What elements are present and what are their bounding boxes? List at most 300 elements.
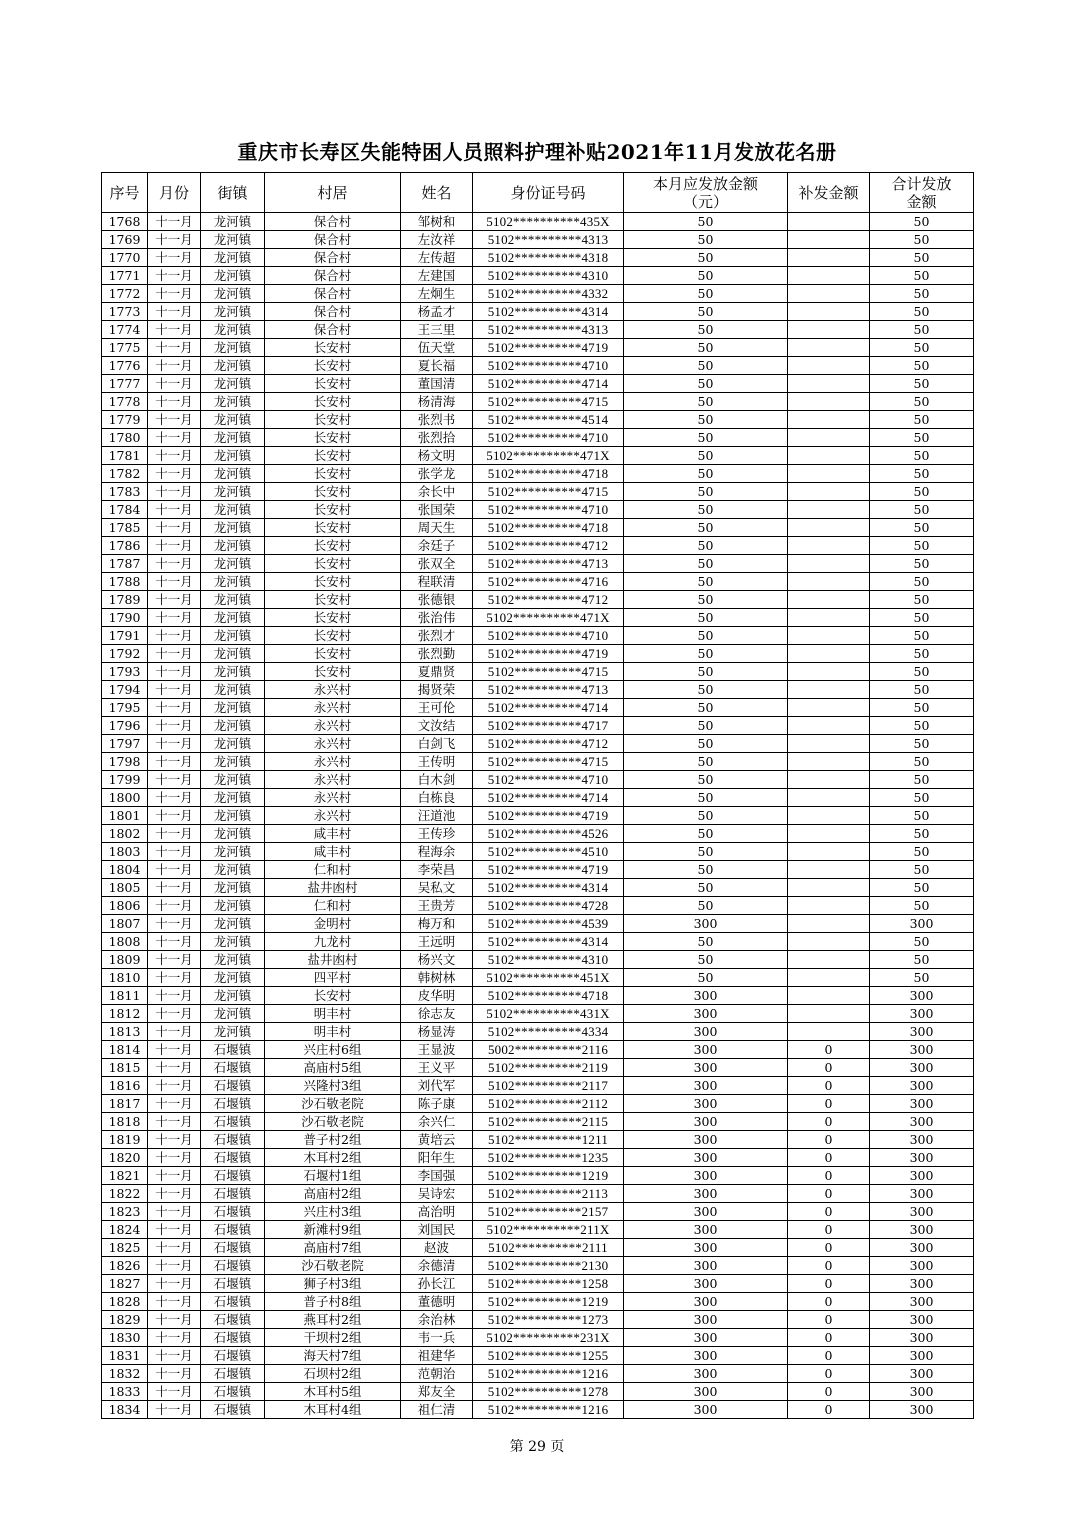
cell-village: 长安村: [265, 465, 401, 483]
cell-index: 1808: [102, 933, 148, 951]
cell-index: 1814: [102, 1041, 148, 1059]
cell-name: 白剑飞: [401, 735, 473, 753]
cell-monthly-amount: 50: [624, 465, 788, 483]
cell-total: 50: [870, 969, 974, 987]
cell-monthly-amount: 300: [624, 1005, 788, 1023]
cell-total: 50: [870, 609, 974, 627]
cell-back-pay: 0: [788, 1185, 870, 1203]
cell-index: 1824: [102, 1221, 148, 1239]
cell-total: 50: [870, 573, 974, 591]
cell-id-number: 5102**********4715: [473, 753, 624, 771]
cell-monthly-amount: 50: [624, 591, 788, 609]
cell-village: 狮子村3组: [265, 1275, 401, 1293]
cell-village: 明丰村: [265, 1005, 401, 1023]
cell-name: 祖建华: [401, 1347, 473, 1365]
cell-monthly-amount: 50: [624, 789, 788, 807]
cell-id-number: 5102**********4314: [473, 933, 624, 951]
cell-monthly-amount: 300: [624, 1401, 788, 1419]
cell-back-pay: [788, 303, 870, 321]
cell-back-pay: [788, 933, 870, 951]
cell-id-number: 5102**********1258: [473, 1275, 624, 1293]
cell-town: 龙河镇: [201, 465, 265, 483]
cell-back-pay: 0: [788, 1329, 870, 1347]
cell-monthly-amount: 300: [624, 1077, 788, 1095]
cell-village: 木耳村2组: [265, 1149, 401, 1167]
cell-id-number: 5102**********4718: [473, 465, 624, 483]
cell-total: 50: [870, 375, 974, 393]
cell-village: 燕耳村2组: [265, 1311, 401, 1329]
table-row: [102, 897, 974, 915]
cell-monthly-amount: 300: [624, 1365, 788, 1383]
cell-month: 十一月: [148, 1023, 201, 1041]
cell-town: 龙河镇: [201, 663, 265, 681]
cell-name: 梅万和: [401, 915, 473, 933]
cell-monthly-amount: 50: [624, 609, 788, 627]
cell-back-pay: 0: [788, 1077, 870, 1095]
cell-total: 50: [870, 267, 974, 285]
cell-total: 50: [870, 861, 974, 879]
cell-village: 普子村8组: [265, 1293, 401, 1311]
cell-name: 黄培云: [401, 1131, 473, 1149]
table-row: [102, 609, 974, 627]
cell-village: 沙石敬老院: [265, 1095, 401, 1113]
cell-total: 50: [870, 717, 974, 735]
cell-index: 1777: [102, 375, 148, 393]
cell-month: 十一月: [148, 483, 201, 501]
cell-monthly-amount: 50: [624, 717, 788, 735]
cell-town: 龙河镇: [201, 573, 265, 591]
cell-month: 十一月: [148, 447, 201, 465]
cell-month: 十一月: [148, 1095, 201, 1113]
cell-village: 木耳村5组: [265, 1383, 401, 1401]
cell-name: 孙长江: [401, 1275, 473, 1293]
cell-back-pay: 0: [788, 1293, 870, 1311]
cell-town: 龙河镇: [201, 825, 265, 843]
cell-village: 沙石敬老院: [265, 1257, 401, 1275]
cell-back-pay: [788, 573, 870, 591]
cell-month: 十一月: [148, 645, 201, 663]
cell-month: 十一月: [148, 1131, 201, 1149]
cell-total: 50: [870, 951, 974, 969]
cell-monthly-amount: 50: [624, 267, 788, 285]
cell-month: 十一月: [148, 915, 201, 933]
cell-id-number: 5102**********4710: [473, 357, 624, 375]
cell-town: 龙河镇: [201, 1005, 265, 1023]
cell-back-pay: [788, 789, 870, 807]
cell-index: 1833: [102, 1383, 148, 1401]
cell-town: 龙河镇: [201, 645, 265, 663]
cell-monthly-amount: 50: [624, 357, 788, 375]
cell-total: 50: [870, 753, 974, 771]
table-row: [102, 1005, 974, 1023]
cell-back-pay: [788, 591, 870, 609]
cell-monthly-amount: 300: [624, 1095, 788, 1113]
cell-monthly-amount: 50: [624, 447, 788, 465]
col-header-monthly-amount: 本月应发放金额（元）: [624, 173, 788, 213]
cell-village: 兴庄村3组: [265, 1203, 401, 1221]
cell-index: 1786: [102, 537, 148, 555]
cell-total: 50: [870, 555, 974, 573]
cell-town: 龙河镇: [201, 501, 265, 519]
cell-id-number: 5102**********4310: [473, 267, 624, 285]
cell-total: 50: [870, 627, 974, 645]
cell-total: 50: [870, 699, 974, 717]
cell-back-pay: [788, 717, 870, 735]
cell-id-number: 5102**********4318: [473, 249, 624, 267]
cell-town: 石堰镇: [201, 1257, 265, 1275]
cell-monthly-amount: 50: [624, 483, 788, 501]
cell-month: 十一月: [148, 429, 201, 447]
cell-monthly-amount: 50: [624, 285, 788, 303]
cell-name: 吴诗宏: [401, 1185, 473, 1203]
cell-total: 50: [870, 393, 974, 411]
cell-monthly-amount: 50: [624, 393, 788, 411]
cell-month: 十一月: [148, 897, 201, 915]
cell-index: 1825: [102, 1239, 148, 1257]
cell-total: 50: [870, 411, 974, 429]
cell-index: 1802: [102, 825, 148, 843]
cell-month: 十一月: [148, 1239, 201, 1257]
cell-town: 龙河镇: [201, 213, 265, 231]
cell-index: 1797: [102, 735, 148, 753]
cell-id-number: 5102**********451X: [473, 969, 624, 987]
cell-village: 长安村: [265, 609, 401, 627]
cell-id-number: 5102**********231X: [473, 1329, 624, 1347]
cell-monthly-amount: 50: [624, 645, 788, 663]
cell-monthly-amount: 300: [624, 1347, 788, 1365]
cell-id-number: 5102**********4712: [473, 591, 624, 609]
cell-month: 十一月: [148, 1113, 201, 1131]
table-row: [102, 1077, 974, 1095]
cell-monthly-amount: 50: [624, 249, 788, 267]
cell-town: 石堰镇: [201, 1221, 265, 1239]
cell-back-pay: [788, 393, 870, 411]
cell-monthly-amount: 300: [624, 1257, 788, 1275]
table-row: [102, 501, 974, 519]
cell-month: 十一月: [148, 609, 201, 627]
cell-village: 盐井凼村: [265, 951, 401, 969]
cell-index: 1815: [102, 1059, 148, 1077]
cell-index: 1820: [102, 1149, 148, 1167]
cell-id-number: 5102**********4526: [473, 825, 624, 843]
cell-id-number: 5002**********2116: [473, 1041, 624, 1059]
cell-index: 1796: [102, 717, 148, 735]
cell-id-number: 5102**********4715: [473, 483, 624, 501]
cell-town: 石堰镇: [201, 1059, 265, 1077]
cell-total: 300: [870, 1041, 974, 1059]
cell-village: 沙石敬老院: [265, 1113, 401, 1131]
cell-monthly-amount: 300: [624, 1041, 788, 1059]
cell-village: 盐井凼村: [265, 879, 401, 897]
cell-back-pay: [788, 249, 870, 267]
cell-village: 高庙村5组: [265, 1059, 401, 1077]
cell-monthly-amount: 50: [624, 537, 788, 555]
cell-index: 1792: [102, 645, 148, 663]
cell-town: 龙河镇: [201, 753, 265, 771]
table-row: [102, 1329, 974, 1347]
cell-village: 长安村: [265, 591, 401, 609]
cell-total: 50: [870, 789, 974, 807]
cell-id-number: 5102**********4314: [473, 303, 624, 321]
cell-month: 十一月: [148, 465, 201, 483]
cell-monthly-amount: 50: [624, 555, 788, 573]
cell-index: 1787: [102, 555, 148, 573]
cell-month: 十一月: [148, 231, 201, 249]
cell-village: 四平村: [265, 969, 401, 987]
cell-village: 永兴村: [265, 681, 401, 699]
cell-name: 董国清: [401, 375, 473, 393]
cell-name: 张德银: [401, 591, 473, 609]
cell-month: 十一月: [148, 1257, 201, 1275]
cell-back-pay: 0: [788, 1257, 870, 1275]
table-row: [102, 627, 974, 645]
cell-monthly-amount: 50: [624, 825, 788, 843]
header-row: [102, 173, 974, 213]
table-row: [102, 267, 974, 285]
cell-id-number: 5102**********1219: [473, 1167, 624, 1185]
cell-back-pay: 0: [788, 1347, 870, 1365]
cell-month: 十一月: [148, 753, 201, 771]
cell-index: 1823: [102, 1203, 148, 1221]
cell-monthly-amount: 50: [624, 429, 788, 447]
cell-total: 50: [870, 537, 974, 555]
cell-index: 1826: [102, 1257, 148, 1275]
cell-town: 龙河镇: [201, 879, 265, 897]
cell-name: 张烈才: [401, 627, 473, 645]
cell-village: 保合村: [265, 285, 401, 303]
cell-monthly-amount: 50: [624, 699, 788, 717]
table-row: [102, 1239, 974, 1257]
table-row: [102, 699, 974, 717]
cell-id-number: 5102**********4715: [473, 663, 624, 681]
cell-monthly-amount: 50: [624, 411, 788, 429]
cell-index: 1821: [102, 1167, 148, 1185]
cell-total: 50: [870, 843, 974, 861]
cell-total: 50: [870, 735, 974, 753]
table-row: [102, 573, 974, 591]
cell-name: 王贵芳: [401, 897, 473, 915]
cell-month: 十一月: [148, 843, 201, 861]
cell-village: 长安村: [265, 537, 401, 555]
table-row: [102, 1023, 974, 1041]
cell-town: 石堰镇: [201, 1041, 265, 1059]
cell-id-number: 5102**********4710: [473, 627, 624, 645]
cell-name: 左炯生: [401, 285, 473, 303]
cell-index: 1790: [102, 609, 148, 627]
cell-index: 1818: [102, 1113, 148, 1131]
cell-name: 左建国: [401, 267, 473, 285]
cell-total: 50: [870, 447, 974, 465]
table-row: [102, 681, 974, 699]
cell-town: 龙河镇: [201, 627, 265, 645]
cell-month: 十一月: [148, 1149, 201, 1167]
cell-month: 十一月: [148, 1401, 201, 1419]
cell-back-pay: [788, 861, 870, 879]
cell-index: 1828: [102, 1293, 148, 1311]
table-row: [102, 1275, 974, 1293]
cell-town: 龙河镇: [201, 519, 265, 537]
page-title: 重庆市长寿区失能特困人员照料护理补贴2021年11月发放花名册: [237, 140, 837, 164]
cell-index: 1816: [102, 1077, 148, 1095]
cell-index: 1779: [102, 411, 148, 429]
cell-village: 咸丰村: [265, 843, 401, 861]
cell-back-pay: [788, 1005, 870, 1023]
cell-name: 夏长福: [401, 357, 473, 375]
cell-index: 1819: [102, 1131, 148, 1149]
table-row: [102, 231, 974, 249]
cell-back-pay: [788, 411, 870, 429]
cell-id-number: 5102**********4714: [473, 375, 624, 393]
cell-index: 1789: [102, 591, 148, 609]
table-row: [102, 1041, 974, 1059]
cell-town: 龙河镇: [201, 987, 265, 1005]
cell-village: 新滩村9组: [265, 1221, 401, 1239]
cell-monthly-amount: 300: [624, 987, 788, 1005]
cell-total: 50: [870, 519, 974, 537]
cell-index: 1799: [102, 771, 148, 789]
cell-back-pay: [788, 375, 870, 393]
cell-total: 300: [870, 987, 974, 1005]
cell-total: 300: [870, 1095, 974, 1113]
cell-id-number: 5102**********211X: [473, 1221, 624, 1239]
table-row: [102, 1149, 974, 1167]
table-row: [102, 447, 974, 465]
cell-index: 1817: [102, 1095, 148, 1113]
cell-index: 1827: [102, 1275, 148, 1293]
cell-name: 郑友全: [401, 1383, 473, 1401]
cell-name: 张烈勤: [401, 645, 473, 663]
cell-town: 龙河镇: [201, 699, 265, 717]
cell-back-pay: 0: [788, 1095, 870, 1113]
cell-id-number: 5102**********4310: [473, 951, 624, 969]
cell-id-number: 5102**********2130: [473, 1257, 624, 1275]
table-row: [102, 393, 974, 411]
cell-id-number: 5102**********1255: [473, 1347, 624, 1365]
cell-total: 300: [870, 1401, 974, 1419]
table-row: [102, 807, 974, 825]
cell-town: 龙河镇: [201, 897, 265, 915]
cell-month: 十一月: [148, 285, 201, 303]
cell-total: 300: [870, 1257, 974, 1275]
cell-id-number: 5102**********4716: [473, 573, 624, 591]
cell-town: 石堰镇: [201, 1149, 265, 1167]
cell-monthly-amount: 50: [624, 501, 788, 519]
cell-village: 长安村: [265, 555, 401, 573]
cell-index: 1810: [102, 969, 148, 987]
cell-back-pay: [788, 915, 870, 933]
cell-monthly-amount: 300: [624, 1293, 788, 1311]
table-row: [102, 519, 974, 537]
cell-back-pay: [788, 951, 870, 969]
col-header-id-number: 身份证号码: [473, 173, 624, 213]
cell-total: 300: [870, 1023, 974, 1041]
cell-town: 龙河镇: [201, 789, 265, 807]
cell-town: 石堰镇: [201, 1131, 265, 1149]
cell-name: 程联清: [401, 573, 473, 591]
cell-index: 1795: [102, 699, 148, 717]
cell-name: 陈子康: [401, 1095, 473, 1113]
cell-name: 皮华明: [401, 987, 473, 1005]
cell-id-number: 5102**********471X: [473, 609, 624, 627]
cell-index: 1784: [102, 501, 148, 519]
cell-index: 1794: [102, 681, 148, 699]
col-header-name: 姓名: [401, 173, 473, 213]
cell-village: 永兴村: [265, 807, 401, 825]
cell-town: 龙河镇: [201, 951, 265, 969]
cell-name: 徐志友: [401, 1005, 473, 1023]
cell-name: 邹树和: [401, 213, 473, 231]
cell-village: 永兴村: [265, 789, 401, 807]
table-row: [102, 1185, 974, 1203]
cell-month: 十一月: [148, 339, 201, 357]
table-row: [102, 933, 974, 951]
cell-name: 韩树林: [401, 969, 473, 987]
cell-monthly-amount: 50: [624, 231, 788, 249]
cell-id-number: 5102**********1235: [473, 1149, 624, 1167]
cell-town: 龙河镇: [201, 933, 265, 951]
cell-back-pay: [788, 609, 870, 627]
cell-back-pay: [788, 483, 870, 501]
cell-name: 杨孟才: [401, 303, 473, 321]
cell-total: 300: [870, 1149, 974, 1167]
cell-name: 夏鼎贤: [401, 663, 473, 681]
cell-month: 十一月: [148, 357, 201, 375]
cell-month: 十一月: [148, 267, 201, 285]
table-row: [102, 591, 974, 609]
cell-village: 兴隆村3组: [265, 1077, 401, 1095]
cell-id-number: 5102**********4313: [473, 231, 624, 249]
cell-back-pay: 0: [788, 1365, 870, 1383]
cell-village: 长安村: [265, 663, 401, 681]
cell-id-number: 5102**********2111: [473, 1239, 624, 1257]
cell-index: 1830: [102, 1329, 148, 1347]
cell-town: 石堰镇: [201, 1239, 265, 1257]
table-row: [102, 1095, 974, 1113]
cell-month: 十一月: [148, 789, 201, 807]
cell-month: 十一月: [148, 249, 201, 267]
cell-total: 50: [870, 357, 974, 375]
cell-town: 龙河镇: [201, 843, 265, 861]
cell-id-number: 5102**********4713: [473, 555, 624, 573]
cell-monthly-amount: 300: [624, 915, 788, 933]
cell-id-number: 5102**********2115: [473, 1113, 624, 1131]
table-row: [102, 951, 974, 969]
table-row: [102, 1203, 974, 1221]
cell-month: 十一月: [148, 1329, 201, 1347]
cell-monthly-amount: 50: [624, 681, 788, 699]
table-row: [102, 969, 974, 987]
table-row: [102, 789, 974, 807]
cell-name: 李国强: [401, 1167, 473, 1185]
cell-monthly-amount: 300: [624, 1311, 788, 1329]
table-row: [102, 987, 974, 1005]
cell-village: 保合村: [265, 249, 401, 267]
cell-index: 1783: [102, 483, 148, 501]
cell-id-number: 5102**********4713: [473, 681, 624, 699]
table-row: [102, 1167, 974, 1185]
cell-village: 保合村: [265, 213, 401, 231]
cell-town: 石堰镇: [201, 1077, 265, 1095]
cell-village: 石坝村2组: [265, 1365, 401, 1383]
cell-town: 龙河镇: [201, 681, 265, 699]
cell-id-number: 5102**********4719: [473, 807, 624, 825]
cell-id-number: 5102**********4712: [473, 537, 624, 555]
cell-back-pay: [788, 429, 870, 447]
cell-id-number: 5102**********1216: [473, 1365, 624, 1383]
cell-back-pay: [788, 843, 870, 861]
cell-name: 刘代军: [401, 1077, 473, 1095]
cell-name: 张国荣: [401, 501, 473, 519]
